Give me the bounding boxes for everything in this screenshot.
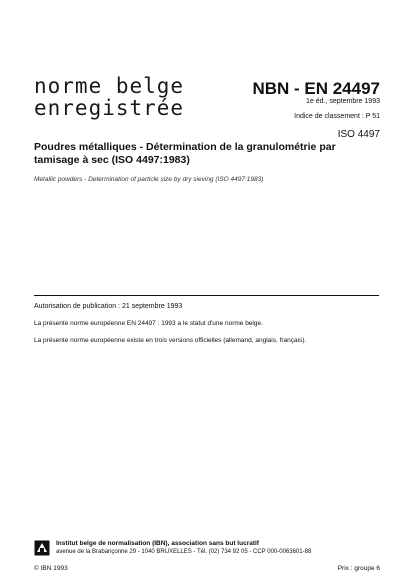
status-paragraph: La présente norme européenne EN 24497 : 1993 a le statut d'une norme belge. [34,320,263,327]
copyright: © IBN 1993 [34,565,68,572]
divider-rule [34,295,379,296]
institute-name: Institut belge de normalisation (IBN), association sans but lucratif [56,540,259,547]
document-subtitle-english: Metallic powders - Determination of particle size by dry sieving (ISO 4497:1983) [34,176,264,183]
standard-id: NBN - EN 24497 [252,79,380,98]
edition-date: 1e éd., septembre 1993 [306,98,380,105]
institute-address: avenue de la Brabançonne 29 - 1040 BRUXELLES - Tél. (02) 734 92 05 - CCP 000-0063601-88 [56,549,312,555]
brand-line-2: enregistrée [34,96,185,120]
footer-block [34,540,384,562]
iso-reference: ISO 4497 [337,129,380,140]
publication-authorization: Autorisation de publication : 21 septembre 1993 [34,303,183,310]
brand-line-1: norme belge [34,74,185,98]
document-title: Poudres métalliques - Détermination de la granulométrie par tamisage à sec (ISO 4497:1983) [34,141,336,166]
price-group: Prix : groupe 6 [337,565,380,572]
ibn-logo-icon [34,540,50,556]
versions-paragraph: La présente norme européenne existe en trois versions officielles (allemand, anglais, français). [34,337,307,344]
class-index: Indice de classement : P 51 [294,113,380,120]
